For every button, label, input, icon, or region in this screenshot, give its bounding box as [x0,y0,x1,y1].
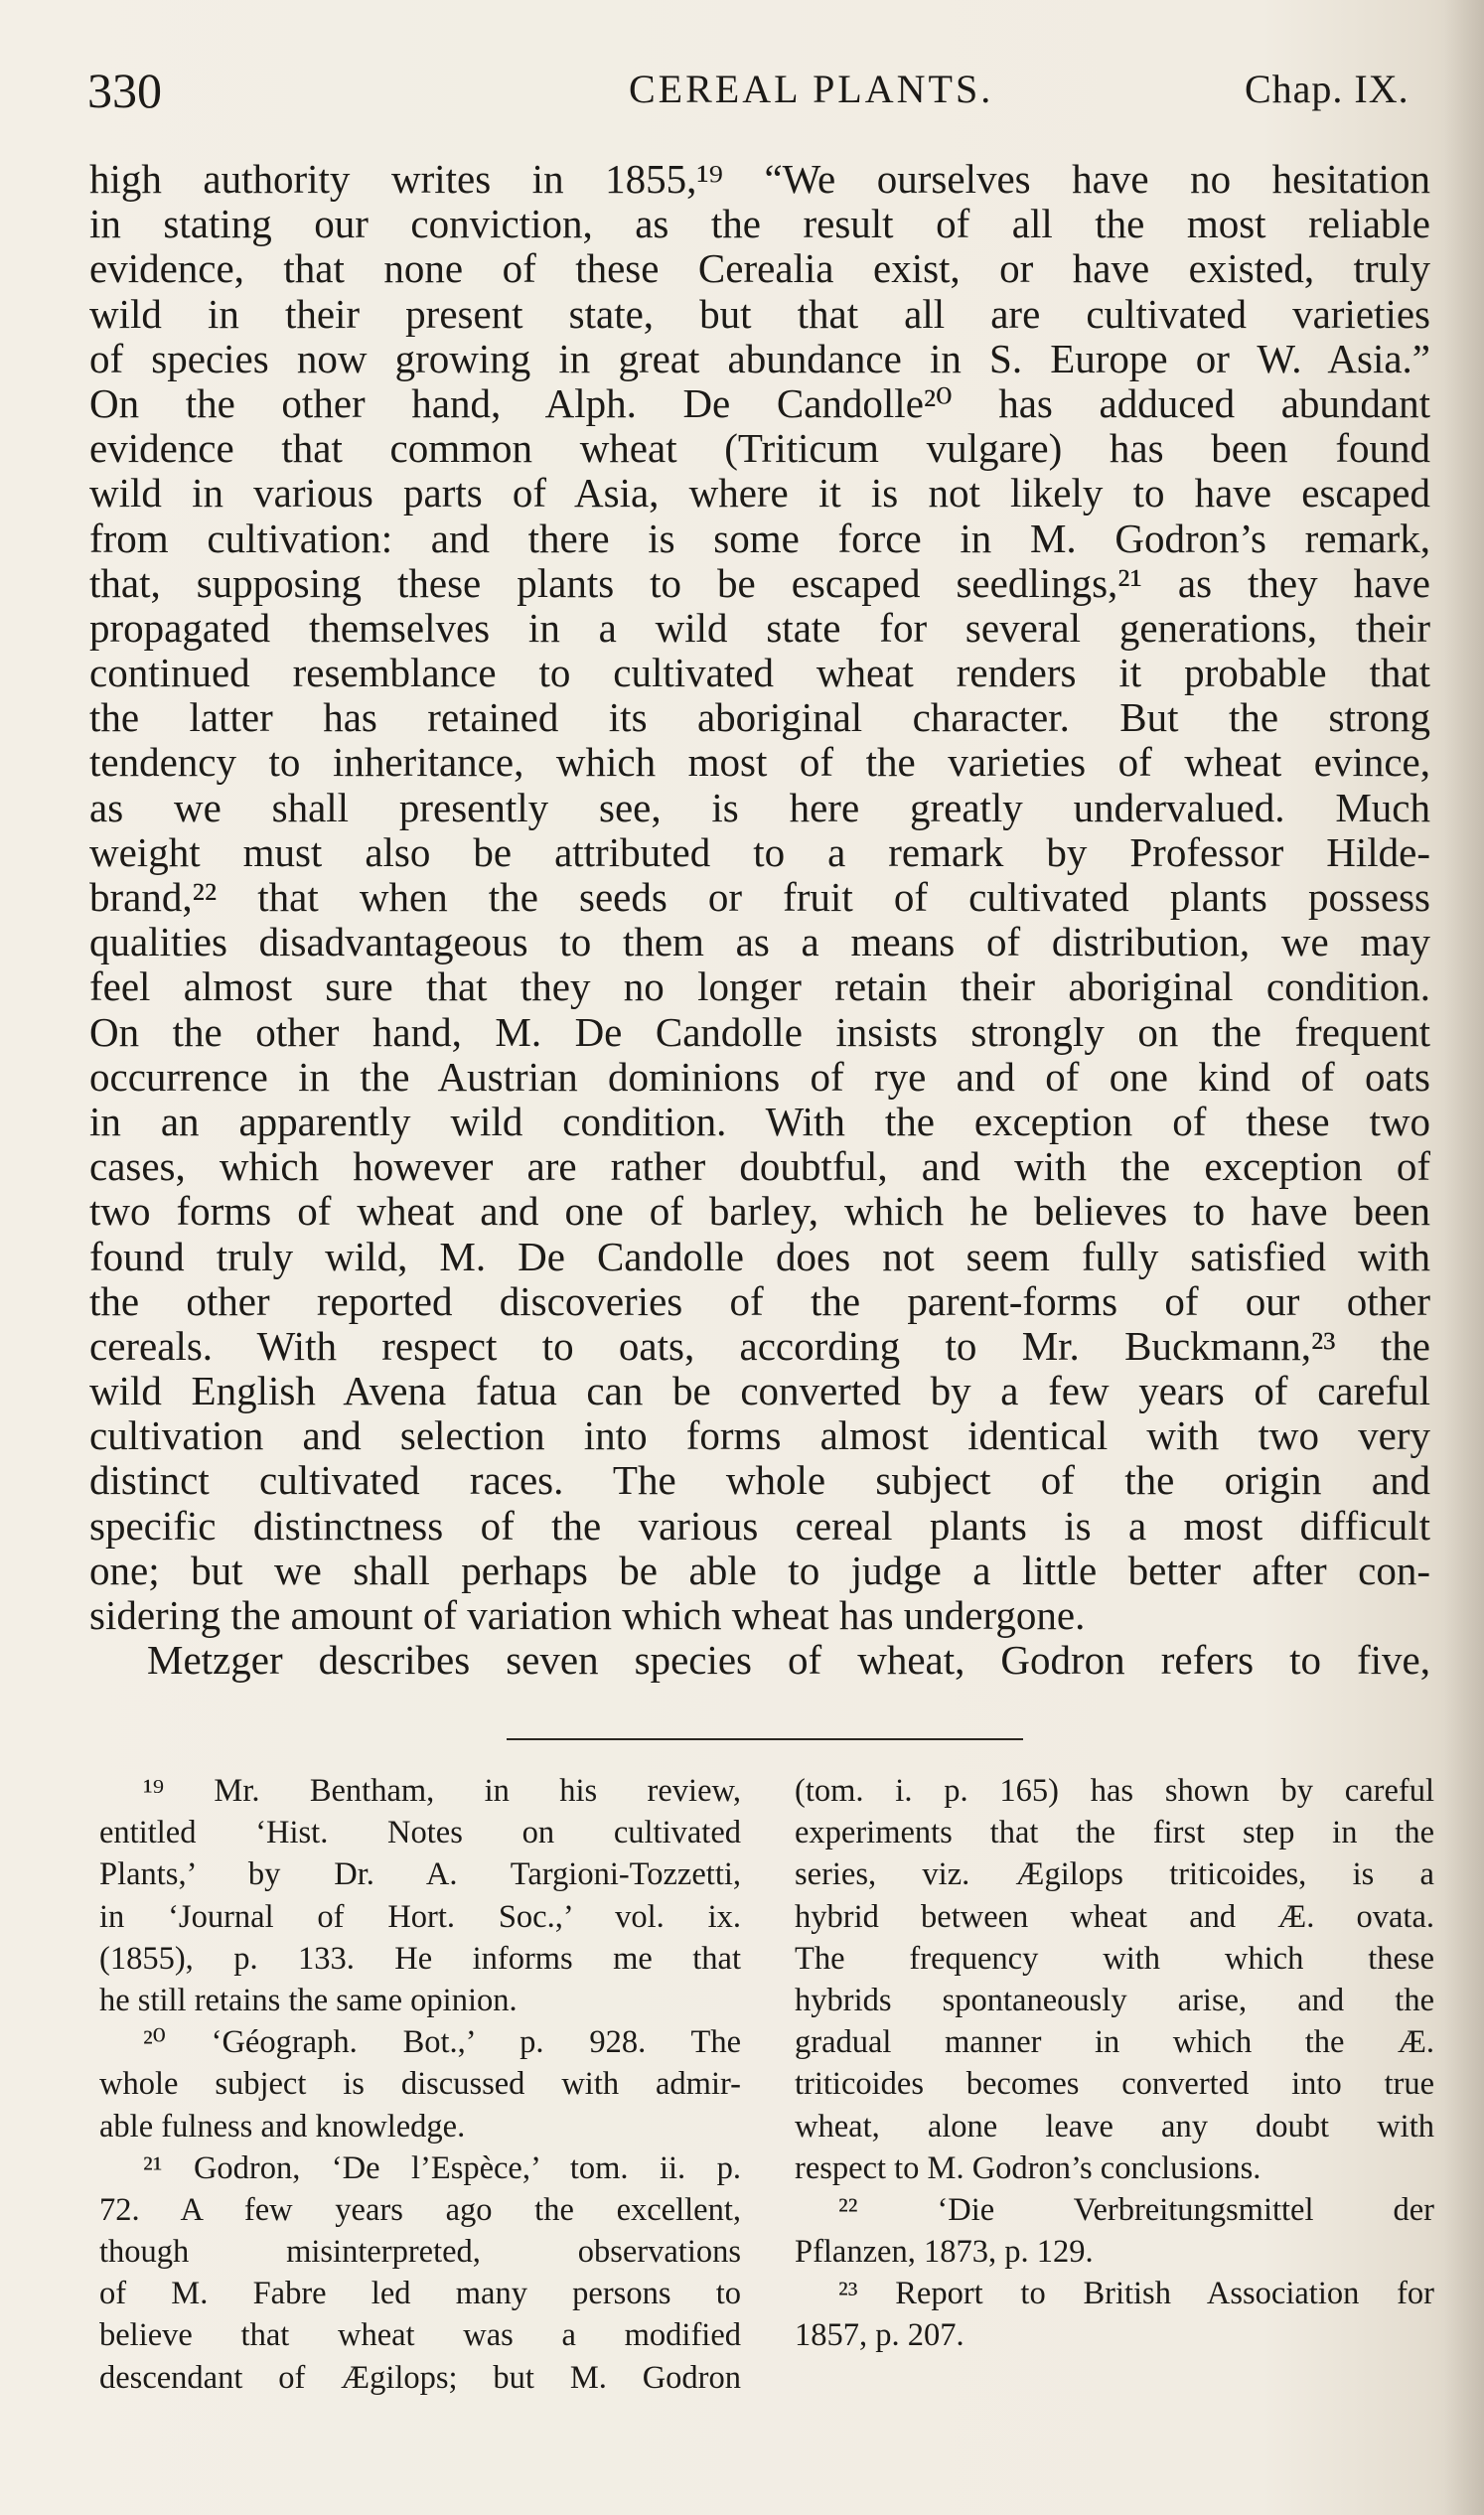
footnote-line: ²³ Report to British Association for [838,2276,1434,2312]
body-line: tendency to inheritance, which most of the varieties of wheat evince, [89,740,1430,786]
running-head [87,56,1438,125]
body-line: wild English Avena fatua can be converted by a few years of careful [89,1369,1430,1414]
footnotes-right-column [795,1770,1434,2357]
footnote-line: wheat, alone leave any doubt with [795,2108,1434,2145]
footnote-line: respect to M. Godron’s conclusions. [795,2149,1261,2186]
footnotes-left-column [99,1770,741,2399]
footnote-line: experiments that the first step in the [795,1815,1434,1851]
footnote-line: of M. Fabre led many persons to [99,2276,741,2312]
body-line: in stating our conviction, as the result of all the most reliable [89,202,1430,247]
body-line: brand,²² that when the seeds or fruit of cultivated plants possess [89,875,1430,920]
body-line: cereals. With respect to oats, according to Mr. Buckmann,²³ the [89,1323,1430,1369]
footnote-line: (tom. i. p. 165) has shown by careful [795,1773,1434,1809]
body-line: On the other hand, M. De Candolle insists strongly on the frequent [89,1009,1430,1055]
footnote-line: ²¹ Godron, ‘De l’Espèce,’ tom. ii. p. [143,2149,741,2186]
body-line: sidering the amount of variation which wheat has undergone. [89,1593,1086,1638]
body-line: evidence, that none of these Cerealia exist, or have existed, truly [89,246,1430,292]
body-line: high authority writes in 1855,¹⁹ “We ourselves have no hesitation [89,157,1430,202]
running-title: CEREAL PLANTS. [629,67,994,111]
body-line: feel almost sure that they no longer retain their aboriginal condition. [89,964,1430,1010]
body-line: propagated themselves in a wild state for several generations, their [89,605,1430,651]
body-line: in an apparently wild condition. With the exception of these two [89,1099,1430,1144]
footnote-line: ²⁰ ‘Géograph. Bot.,’ p. 928. The [143,2024,741,2061]
body-line: the latter has retained its aboriginal character. But the strong [89,695,1430,741]
footnote-line: ²² ‘Die Verbreitungsmittel der [838,2191,1434,2228]
chapter-label: Chap. IX. [1245,67,1410,111]
body-line: qualities disadvantageous to them as a means of distribution, we may [89,920,1430,965]
body-line: cases, which however are rather doubtful, and with the exception of [89,1144,1430,1190]
body-line: two forms of wheat and one of barley, which he believes to have been [89,1189,1430,1235]
footnote-line: triticoides becomes converted into true [795,2066,1434,2103]
body-line: the other reported discoveries of the parent-forms of our other [89,1278,1430,1324]
body-line: weight must also be attributed to a remark by Professor Hilde- [89,829,1430,875]
body-line: from cultivation: and there is some force in M. Godron’s remark, [89,516,1430,561]
footnote-line: whole subject is discussed with admir- [99,2066,741,2103]
body-text [89,157,1430,1683]
footnote-line: able fulness and knowledge. [99,2108,466,2145]
page-number: 330 [87,63,162,118]
footnote-line: (1855), p. 133. He informs me that [99,1940,741,1977]
footnote-line: believe that wheat was a modified [99,2317,741,2354]
footnote-line: though misinterpreted, observations [99,2234,741,2271]
body-line: of species now growing in great abundance in S. Europe or W. Asia.” [89,336,1430,381]
body-line: distinct cultivated races. The whole subject of the origin and [89,1458,1430,1504]
page-edge-shadow [1444,0,1484,2515]
footnote-line: The frequency with which these [795,1940,1434,1977]
body-line: one; but we shall perhaps be able to judge a little better after con- [89,1548,1430,1593]
body-line: Metzger describes seven species of wheat, Godron refers to five, [147,1638,1430,1684]
footnote-line: series, viz. Ægilops triticoides, is a [795,1856,1434,1893]
footnote-divider [507,1738,1023,1740]
footnote-line: entitled ‘Hist. Notes on cultivated [99,1815,741,1851]
body-line: continued resemblance to cultivated wheat renders it probable that [89,651,1430,696]
body-line: On the other hand, Alph. De Candolle²⁰ has adduced abundant [89,380,1430,426]
body-line: occurrence in the Austrian dominions of rye and of one kind of oats [89,1054,1430,1100]
body-line: evidence that common wheat (Triticum vulgare) has been found [89,426,1430,472]
body-line: found truly wild, M. De Candolle does not seem fully satisfied with [89,1234,1430,1279]
footnote-line: Pflanzen, 1873, p. 129. [795,2234,1094,2271]
footnote-line: 1857, p. 207. [795,2317,965,2354]
footnote-line: hybrids spontaneously arise, and the [795,1982,1434,2018]
body-line: wild in various parts of Asia, where it is not likely to have escaped [89,471,1430,517]
body-line: as we shall presently see, is here greatly undervalued. Much [89,785,1430,830]
footnote-line: 72. A few years ago the excellent, [99,2191,741,2228]
footnote-line: hybrid between wheat and Æ. ovata. [795,1898,1434,1935]
footnote-line: gradual manner in which the Æ. [795,2024,1434,2061]
body-line: specific distinctness of the various cereal plants is a most difficult [89,1503,1430,1549]
footnote-line: Plants,’ by Dr. A. Targioni-Tozzetti, [99,1856,741,1893]
body-line: cultivation and selection into forms almost identical with two very [89,1413,1430,1459]
footnote-line: in ‘Journal of Hort. Soc.,’ vol. ix. [99,1898,741,1935]
footnote-line: ¹⁹ Mr. Bentham, in his review, [143,1773,741,1809]
body-line: that, supposing these plants to be escaped seedlings,²¹ as they have [89,560,1430,606]
footnote-line: descendant of Ægilops; but M. Godron [99,2359,741,2396]
footnote-line: he still retains the same opinion. [99,1982,518,2018]
body-line: wild in their present state, but that all are cultivated varieties [89,291,1430,337]
